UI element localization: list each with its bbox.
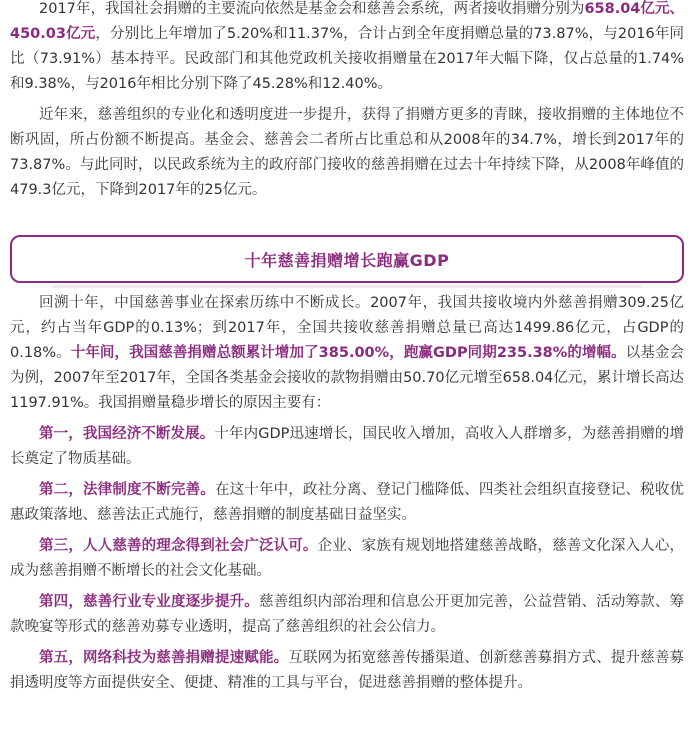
para1-text-a: 2017年，我国社会捐赠的主要流向依然是基金会和慈善会系统，两者接收捐赠分别为 bbox=[39, 1, 585, 17]
reason-text: 企业、家族有规划地搭建慈善战略，慈善文化深入人心，成为慈善捐赠不断增长的社会文化基础。 bbox=[10, 538, 684, 579]
reason-lead: 第一，我国经济不断发展。 bbox=[39, 426, 215, 442]
reason-text: 互联网为拓宽慈善传播渠道、创新慈善募捐方式、提升慈善募捐透明度等方面提供安全、便捷、精准的工具与平台，促进慈善捐赠的整体提升。 bbox=[10, 650, 685, 691]
reason-item-1 bbox=[10, 422, 684, 472]
para3-text-c: 以基金会为例，2007年至2017年，全国各类基金会接收的款物捐赠由50.70亿元增至658.04亿元，累计增长高达1197.91%。我国捐赠量稳步增长的原因主要有： bbox=[10, 345, 684, 411]
para1-text-c: ，分别比上年增加了5.20%和11.37%，合计占到全年度捐赠总量的73.87%，与2016年同比（73.91%）基本持平。民政部门和其他党政机关接收捐赠量在2017年大幅下降，仅占总量的1.74%和9.38%，与2016年相比分别下降了45.28%和12.40%。 bbox=[10, 26, 684, 92]
paragraph-ten-year-review bbox=[10, 291, 684, 416]
section-title: 十年慈善捐赠增长跑赢GDP bbox=[244, 250, 450, 270]
reason-item-4 bbox=[10, 590, 684, 640]
reason-text: 慈善组织内部治理和信息公开更加完善，公益营销、活动筹款、筹款晚宴等形式的慈善劝募专业透明，提高了慈善组织的社会公信力。 bbox=[10, 594, 685, 635]
reason-item-5 bbox=[10, 646, 684, 696]
reason-text: 在这十年中，政社分离、登记门槛降低、四类社会组织直接登记、税收优惠政策落地、慈善法正式施行，慈善捐赠的制度基础日益坚实。 bbox=[10, 482, 684, 523]
para1-highlight: 658.04亿元、450.03亿元 bbox=[10, 1, 684, 42]
para3-highlight: 十年间，我国慈善捐赠总额累计增加了385.00%，跑赢GDP同期235.38%的增幅。 bbox=[70, 345, 626, 361]
section-title-box bbox=[10, 235, 684, 283]
reason-lead: 第三，人人慈善的理念得到社会广泛认可。 bbox=[39, 538, 318, 554]
para3-text-a: 回溯十年，中国慈善事业在探索历练中不断成长。2007年，我国共接收境内外慈善捐赠309.25亿元，约占当年GDP的0.13%；到2017年，全国共接收慈善捐赠总量已高达1499.86亿元，占GDP的0.18%。 bbox=[10, 295, 684, 361]
reason-item-2 bbox=[10, 478, 684, 528]
reason-item-3 bbox=[10, 534, 684, 584]
reason-lead: 第二，法律制度不断完善。 bbox=[39, 482, 215, 498]
paragraph-professionalization: 近年来，慈善组织的专业化和透明度进一步提升，获得了捐赠方更多的青睐，接收捐赠的主体地位不断巩固，所占份额不断提高。基金会、慈善会二者所占比重总和从2008年的34.7%，增长到2017年的73.87%。与此同时，以民政系统为主的政府部门接收的慈善捐赠在过去十年持续下降，从2008年峰值的479.3亿元，下降到2017年的25亿元。 bbox=[10, 107, 684, 198]
paragraph-donation-flows bbox=[10, 0, 684, 97]
reason-lead: 第四，慈善行业专业度逐步提升。 bbox=[39, 594, 259, 610]
reason-lead: 第五，网络科技为慈善捐赠提速赋能。 bbox=[39, 650, 289, 666]
reason-text: 十年内GDP迅速增长，国民收入增加，高收入人群增多，为慈善捐赠的增长奠定了物质基础。 bbox=[10, 426, 684, 467]
